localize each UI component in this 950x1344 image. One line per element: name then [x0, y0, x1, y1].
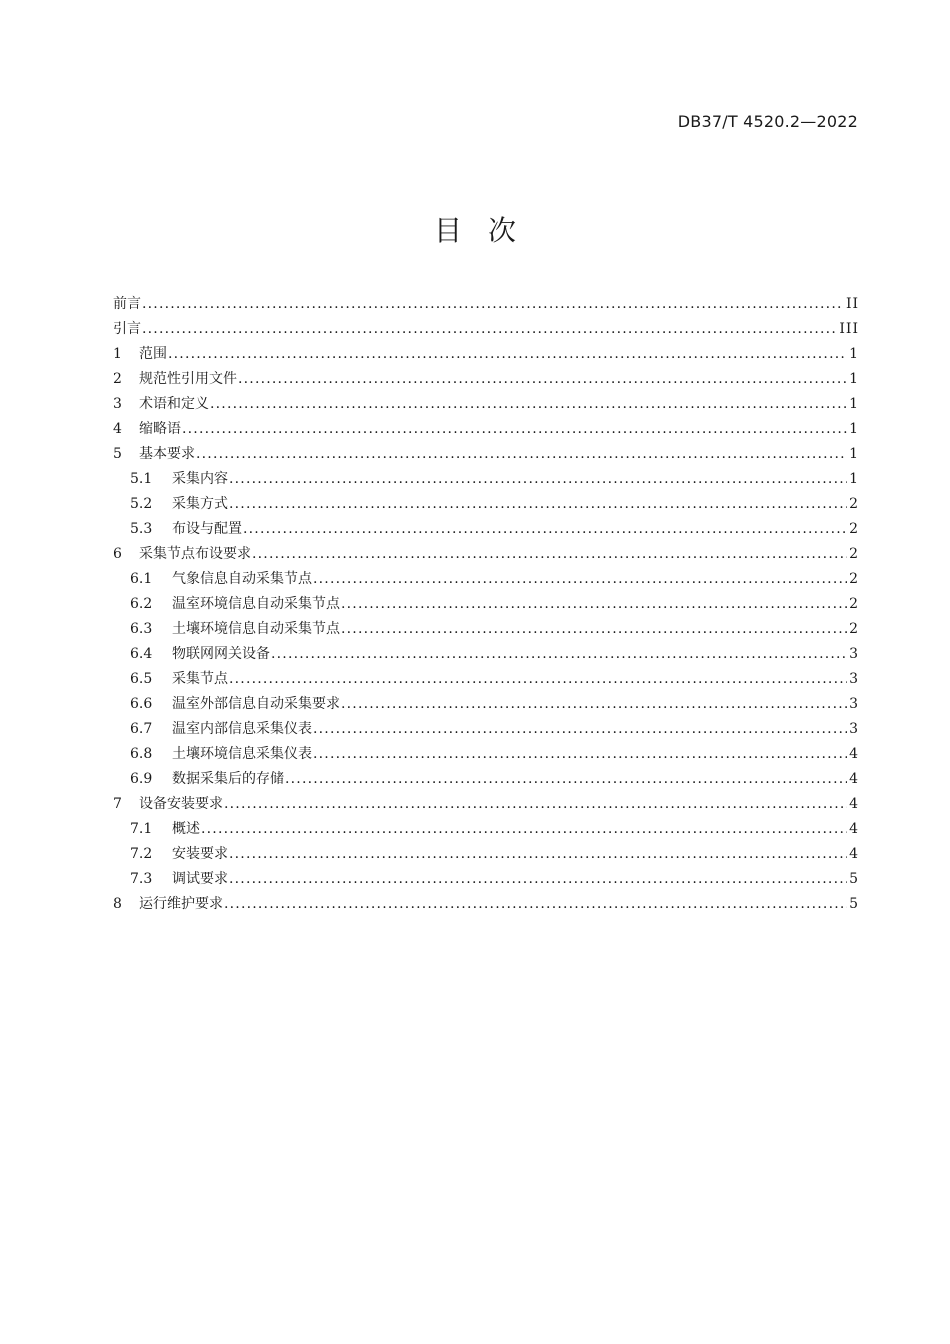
toc-dot-leader	[229, 842, 847, 867]
toc-entry-number: 5	[113, 446, 122, 462]
toc-entry-number: 7.1	[130, 821, 153, 837]
toc-entry-page: 1	[849, 446, 859, 462]
toc-entry-number: 6.3	[130, 621, 153, 637]
toc-entry-page: 4	[849, 821, 859, 837]
toc-dot-leader	[243, 517, 847, 542]
toc-entry-title: 采集节点	[172, 671, 228, 687]
toc-entry[interactable]	[113, 592, 859, 617]
table-of-contents	[113, 292, 859, 917]
toc-entry-page: 1	[849, 471, 859, 487]
toc-entry-title: 土壤环境信息采集仪表	[172, 746, 312, 762]
toc-dot-leader	[182, 417, 847, 442]
toc-entry-number: 6.7	[130, 721, 153, 737]
toc-entry-page: 2	[849, 521, 859, 537]
toc-entry-number: 5.2	[130, 496, 153, 512]
toc-entry-title: 采集方式	[172, 496, 228, 512]
toc-entry-number: 2	[113, 371, 122, 387]
toc-entry[interactable]	[113, 542, 859, 567]
toc-dot-leader	[142, 317, 837, 342]
toc-entry-title: 气象信息自动采集节点	[172, 571, 312, 587]
toc-entry-title: 物联网网关设备	[172, 646, 270, 662]
toc-entry[interactable]	[113, 567, 859, 592]
toc-entry-title: 温室环境信息自动采集节点	[172, 596, 340, 612]
toc-entry-title: 温室内部信息采集仪表	[172, 721, 312, 737]
toc-dot-leader	[313, 567, 847, 592]
toc-entry[interactable]	[113, 667, 859, 692]
toc-entry-page: 1	[849, 421, 859, 437]
toc-entry-title: 前言	[113, 296, 141, 312]
toc-entry-title: 布设与配置	[172, 521, 242, 537]
toc-entry-number: 6.8	[130, 746, 153, 762]
toc-dot-leader	[168, 342, 847, 367]
toc-entry-title: 缩略语	[139, 421, 181, 437]
toc-entry-title: 采集节点布设要求	[139, 546, 251, 562]
toc-entry[interactable]	[113, 392, 859, 417]
toc-entry-title: 规范性引用文件	[139, 371, 237, 387]
toc-dot-leader	[252, 542, 847, 567]
toc-entry-number: 7	[113, 796, 122, 812]
toc-entry-title: 术语和定义	[139, 396, 209, 412]
toc-entry[interactable]	[113, 292, 859, 317]
toc-entry-number: 5.3	[130, 521, 153, 537]
document-code: DB37/T 4520.2—2022	[677, 112, 858, 131]
toc-entry[interactable]	[113, 342, 859, 367]
toc-entry[interactable]	[113, 492, 859, 517]
toc-entry-title: 基本要求	[139, 446, 195, 462]
toc-dot-leader	[341, 692, 847, 717]
toc-entry-title: 引言	[113, 321, 141, 337]
toc-entry-page: 3	[849, 721, 859, 737]
toc-dot-leader	[201, 817, 847, 842]
toc-dot-leader	[229, 467, 847, 492]
toc-dot-leader	[313, 717, 847, 742]
toc-dot-leader	[142, 292, 844, 317]
toc-entry[interactable]	[113, 317, 859, 342]
toc-entry-number: 6.1	[130, 571, 153, 587]
toc-dot-leader	[224, 792, 847, 817]
toc-entry-title: 调试要求	[172, 871, 228, 887]
toc-entry-number: 3	[113, 396, 122, 412]
toc-entry-number: 7.2	[130, 846, 153, 862]
toc-dot-leader	[229, 867, 847, 892]
toc-entry-page: III	[839, 321, 859, 337]
toc-entry-number: 6.6	[130, 696, 153, 712]
toc-entry[interactable]	[113, 867, 859, 892]
toc-entry[interactable]	[113, 767, 859, 792]
toc-entry-title: 设备安装要求	[139, 796, 223, 812]
toc-entry-title: 数据采集后的存储	[172, 771, 284, 787]
toc-entry-page: 3	[849, 696, 859, 712]
toc-entry-page: 5	[849, 871, 859, 887]
toc-dot-leader	[271, 642, 847, 667]
toc-dot-leader	[341, 617, 847, 642]
toc-entry-page: 2	[849, 596, 859, 612]
toc-dot-leader	[229, 667, 847, 692]
toc-entry[interactable]	[113, 717, 859, 742]
toc-entry-number: 6.9	[130, 771, 153, 787]
toc-dot-leader	[238, 367, 847, 392]
toc-entry[interactable]	[113, 442, 859, 467]
toc-entry-title: 概述	[172, 821, 200, 837]
toc-entry[interactable]	[113, 892, 859, 917]
toc-entry[interactable]	[113, 517, 859, 542]
toc-entry-page: 1	[849, 371, 859, 387]
toc-entry-page: 2	[849, 496, 859, 512]
toc-dot-leader	[341, 592, 847, 617]
toc-dot-leader	[196, 442, 847, 467]
toc-entry[interactable]	[113, 692, 859, 717]
toc-entry[interactable]	[113, 842, 859, 867]
toc-dot-leader	[313, 742, 847, 767]
toc-entry-page: 2	[849, 571, 859, 587]
toc-title: 目次	[433, 214, 542, 247]
toc-entry-page: 2	[849, 546, 859, 562]
toc-entry-page: 4	[849, 846, 859, 862]
toc-entry-page: II	[845, 296, 859, 312]
toc-entry-number: 7.3	[130, 871, 153, 887]
toc-dot-leader	[285, 767, 847, 792]
toc-entry[interactable]	[113, 367, 859, 392]
toc-entry-page: 2	[849, 621, 859, 637]
toc-dot-leader	[224, 892, 847, 917]
toc-entry-page: 3	[849, 671, 859, 687]
toc-entry-title: 采集内容	[172, 471, 228, 487]
toc-entry[interactable]	[113, 642, 859, 667]
toc-entry-title: 土壤环境信息自动采集节点	[172, 621, 340, 637]
toc-entry-page: 4	[849, 746, 859, 762]
toc-entry-number: 6	[113, 546, 122, 562]
toc-entry[interactable]	[113, 792, 859, 817]
toc-entry-title: 运行维护要求	[139, 896, 223, 912]
toc-entry-title: 范围	[139, 346, 167, 362]
toc-entry[interactable]	[113, 742, 859, 767]
toc-entry-title: 安装要求	[172, 846, 228, 862]
toc-entry-number: 4	[113, 421, 122, 437]
toc-entry-number: 6.5	[130, 671, 153, 687]
toc-entry[interactable]	[113, 467, 859, 492]
toc-entry-number: 6.4	[130, 646, 153, 662]
toc-entry-page: 1	[849, 346, 859, 362]
toc-entry[interactable]	[113, 417, 859, 442]
toc-dot-leader	[229, 492, 847, 517]
toc-entry-title: 温室外部信息自动采集要求	[172, 696, 340, 712]
toc-entry-page: 4	[849, 796, 859, 812]
toc-entry-number: 6.2	[130, 596, 153, 612]
toc-entry-page: 4	[849, 771, 859, 787]
toc-entry-page: 1	[849, 396, 859, 412]
toc-entry-page: 3	[849, 646, 859, 662]
toc-entry-number: 1	[113, 346, 122, 362]
toc-entry-number: 5.1	[130, 471, 153, 487]
toc-entry-number: 8	[113, 896, 122, 912]
toc-entry[interactable]	[113, 817, 859, 842]
toc-dot-leader	[210, 392, 847, 417]
toc-entry[interactable]	[113, 617, 859, 642]
toc-entry-page: 5	[849, 896, 859, 912]
